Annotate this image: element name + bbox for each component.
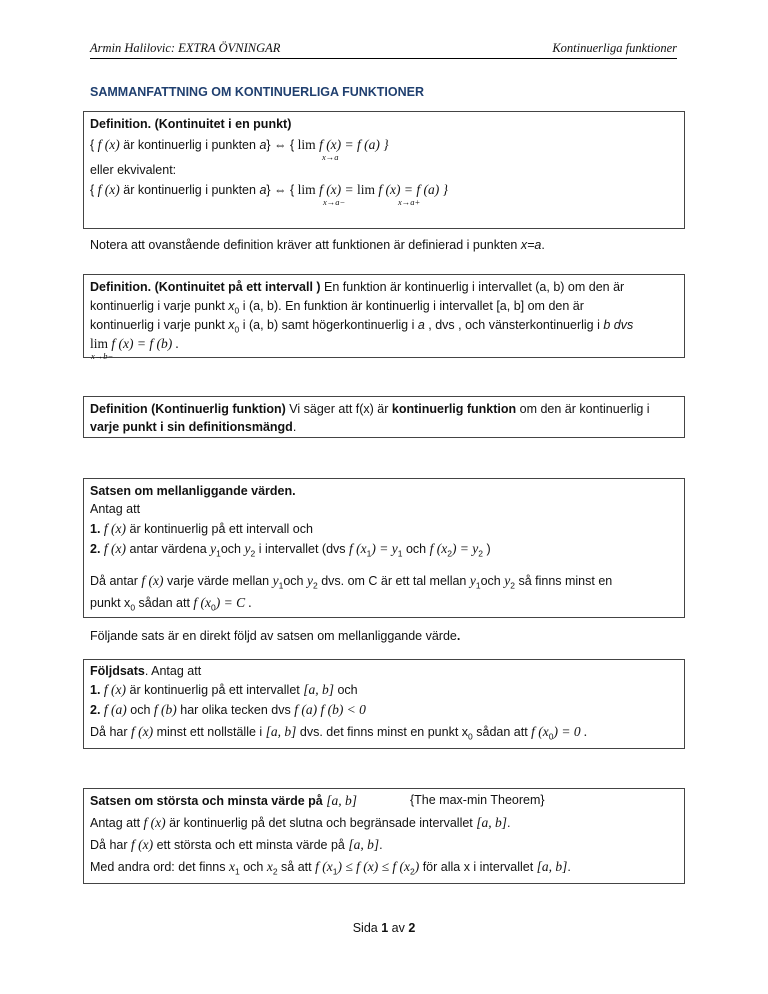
section-title: SAMMANFATTNING OM KONTINUERLIGA FUNKTIONER (90, 85, 425, 99)
note-corollary: Följande sats är en direkt följd av satsen om mellanliggande värde. (90, 629, 461, 643)
def2-line1: Definition. (Kontinuitet på ett intervall ) En funktion är kontinuerlig i intervallet (a, b) om den är (90, 280, 625, 294)
evt-line1: Antag att f (x) är kontinuerlig på det slutna och begränsade intervallet [a, b]. (90, 815, 511, 830)
def1-lim-sub-minus: x→a− (323, 197, 346, 207)
header-topic: Kontinuerliga funktioner (552, 41, 677, 55)
coro-heading: Följdsats. Antag att (90, 664, 202, 678)
evt-heading: Satsen om största och minsta värde på [a, b] (90, 793, 357, 808)
def2-line2: kontinuerlig i varje punkt $x_0$ i (a, b). En funktion är kontinuerlig i intervallet [a, b] om den är (90, 299, 584, 316)
def1-line1: { f (x) är kontinuerlig i punkten a} ⇔ { lim f (x) = f (a) } (90, 137, 389, 152)
def3-line1: Definition (Kontinuerlig funktion) Vi säger att f(x) är kontinuerlig funktion om den är kontinuerlig i (90, 402, 650, 416)
def3-line2: varje punkt i sin definitionsmängd. (90, 420, 297, 434)
coro-line2: 2. f (a) och f (b) har olika tecken dvs f (a) f (b) < 0 (90, 702, 366, 717)
ivt-antag: Antag att (90, 502, 141, 516)
ivt-line2: 2. f (x) antar värdena $y_1och$ $y_2$ i intervallet (dvs f $(x_1) = y_1$ och f $(x_2) = y_2$ ) (90, 541, 491, 559)
note-definition: Notera att ovanstående definition kräver att funktionen är definierad i punkten x=a. (90, 238, 545, 252)
header-author: Armin Halilovic: EXTRA ÖVNINGAR (90, 41, 281, 55)
evt-tag: {The max-min Theorem} (410, 793, 545, 807)
ivt-line4: punkt $x_0$ sådan att f $(x_0) = C$ . (90, 595, 252, 613)
page-total: 2 (408, 921, 416, 935)
def1-line2: { f (x) är kontinuerlig i punkten a} ⇔ { lim f (x) = lim f (x) = f (a) } (90, 182, 449, 197)
def2-lim-sub: x→b− (91, 351, 114, 361)
def1-or: eller ekvivalent: (90, 163, 177, 177)
page-footer: Sida 1 av 2 (352, 921, 416, 935)
def1-heading: Definition. (Kontinuitet i en punkt) (90, 117, 292, 131)
ivt-line1: 1. f (x) är kontinuerlig på ett intervall och (90, 521, 313, 536)
page-number: 1 (381, 921, 389, 935)
def1-lim-sub: x→a (322, 152, 339, 162)
coro-line1: 1. f (x) är kontinuerlig på ett intervallet [a, b] och (90, 682, 358, 697)
page-header (90, 38, 677, 59)
evt-line2: Då har f (x) ett största och ett minsta värde på [a, b]. (90, 837, 383, 852)
def2-line3: kontinuerlig i varje punkt $x_0$ i (a, b) samt högerkontinuerlig i a , dvs , och vänsterkontinuerlig i b dvs (90, 318, 634, 335)
def1-lim-sub-plus: x→a+ (398, 197, 421, 207)
coro-line3: Då har f (x) minst ett nollställe i [a, b] dvs. det finns minst en punkt $x_0$ sådan att f $(x_0) = 0$ . (90, 724, 588, 742)
ivt-line3: Då antar f (x) varje värde mellan $y_1och$ $y_2$ dvs. om C är ett tal mellan $y_1och$ $y_2$ så finns minst en (90, 573, 613, 591)
ivt-heading: Satsen om mellanliggande värden. (90, 484, 296, 498)
evt-line3: Med andra ord: det finns $x_1$ och $x_2$ så att f $(x_1) \le f$ (x) ≤ f $(x_2)$ för alla x i intervallet [a, b]. (90, 859, 571, 877)
def2-line4: lim f (x) = f (b) . (90, 336, 179, 351)
